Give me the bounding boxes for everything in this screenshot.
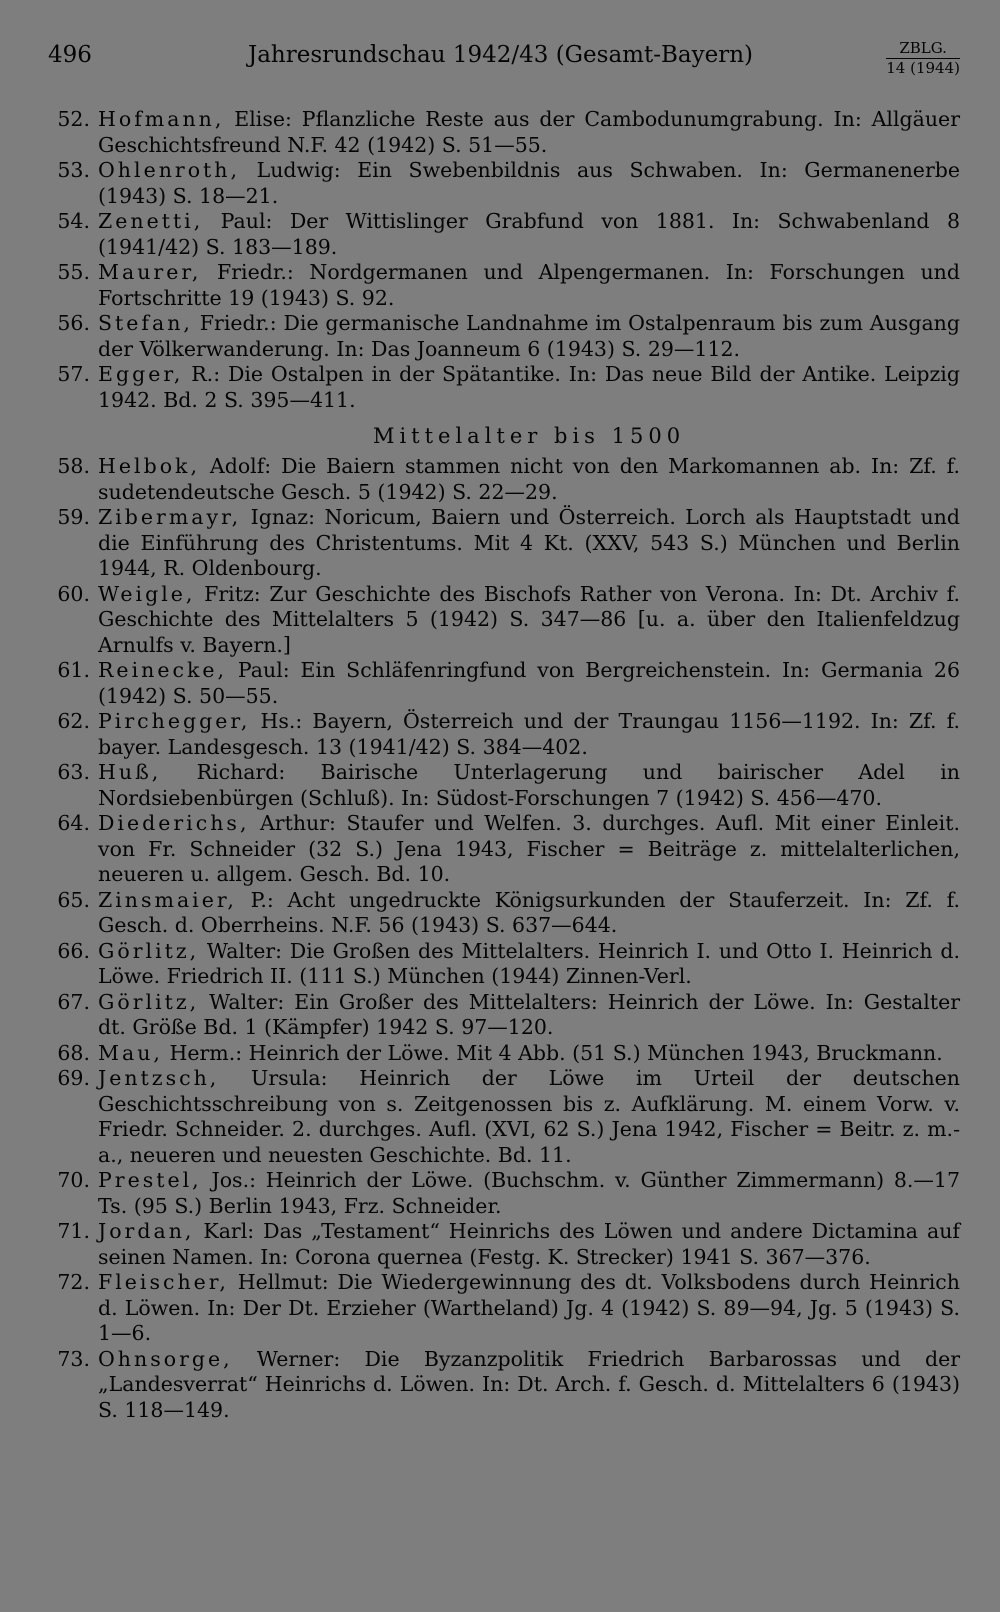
bibliography-entry xyxy=(40,454,960,505)
entry-number: 62. xyxy=(57,709,90,733)
bibliography-group-prehistory xyxy=(40,107,960,413)
bibliography-entry xyxy=(40,158,960,209)
journal-mark xyxy=(886,40,960,77)
entry-number: 61. xyxy=(57,658,90,682)
bibliography-entry xyxy=(40,1347,960,1424)
bibliography-entry xyxy=(40,1168,960,1219)
page-number: 496 xyxy=(48,42,92,68)
entry-text: P.: Acht ungedruckte Königsurkunden der Stauferzeit. In: Zf. f. Gesch. d. Oberrheins. N.F. 56 (1943) S. 637—644. xyxy=(98,887,960,937)
entry-author: Zenetti, xyxy=(98,209,204,233)
entry-author: Prestel, xyxy=(98,1168,202,1192)
entry-text: Ludwig: Ein Swebenbildnis aus Schwaben. In: Germanenerbe (1943) S. 18—21. xyxy=(98,158,960,208)
entry-number: 66. xyxy=(57,938,90,963)
running-title: Jahresrundschau 1942/43 (Gesamt-Bayern) xyxy=(248,42,753,68)
bibliography xyxy=(40,107,960,1423)
entry-text: Elise: Pflanzliche Reste aus der Cambodunumgrabung. In: Allgäuer Geschichtsfreund N.F. 42 (1942) S. 51—55. xyxy=(98,107,960,157)
entry-number: 70. xyxy=(57,1168,90,1192)
entry-number: 53. xyxy=(57,158,90,182)
bibliography-group-middle-ages xyxy=(40,454,960,1423)
bibliography-entry xyxy=(40,1066,960,1168)
entry-number: 69. xyxy=(57,1066,90,1090)
entry-number: 54. xyxy=(57,209,90,233)
page-header xyxy=(48,40,960,80)
entry-author: Görlitz, xyxy=(98,989,200,1014)
journal-mark-abbrev: ZBLG. xyxy=(886,40,960,59)
bibliography-entry xyxy=(40,811,960,888)
entry-number: 65. xyxy=(57,887,90,912)
entry-text: Hellmut: Die Wiedergewinnung des dt. Volksbodens durch Heinrich d. Löwen. In: Der Dt. Erzieher (Wartheland) Jg. 4 (1942) S. 89—94, Jg. 5 (1943) S. 1—6. xyxy=(98,1270,960,1345)
entry-text: Paul: Der Wittislinger Grabfund von 1881. In: Schwabenland 8 (1941/42) S. 183—189. xyxy=(98,209,960,259)
bibliography-entry xyxy=(40,888,960,939)
journal-mark-volume: 14 (1944) xyxy=(886,59,960,77)
bibliography-entry xyxy=(40,505,960,582)
entry-author: Görlitz, xyxy=(98,938,200,963)
entry-author: Jordan, xyxy=(98,1219,195,1243)
bibliography-entry xyxy=(40,939,960,990)
entry-author: Ohnsorge, xyxy=(98,1346,233,1371)
section-heading: Mittelalter bis 1500 xyxy=(372,424,686,448)
entry-author: Zibermayr, xyxy=(98,505,242,529)
entry-author: Mau, xyxy=(98,1040,163,1065)
entry-number: 72. xyxy=(57,1270,90,1294)
entry-number: 68. xyxy=(57,1040,90,1065)
bibliography-entry xyxy=(40,311,960,362)
entry-author: Huß, xyxy=(98,760,162,784)
entry-author: Pirchegger, xyxy=(98,709,251,733)
bibliography-entry xyxy=(40,760,960,811)
bibliography-entry xyxy=(40,1270,960,1347)
entry-author: Reinecke, xyxy=(98,658,228,682)
entry-author: Ohlenroth, xyxy=(98,158,240,182)
entry-number: 64. xyxy=(57,811,90,835)
entry-number: 58. xyxy=(57,454,90,478)
entry-number: 55. xyxy=(57,260,90,284)
entry-text: R.: Die Ostalpen in der Spätantike. In: Das neue Bild der Antike. Leipzig 1942. Bd. 2 S. 395—411. xyxy=(98,362,960,412)
entry-author: Diederichs, xyxy=(98,811,250,835)
bibliography-entry xyxy=(40,658,960,709)
entry-author: Weigle, xyxy=(98,581,196,606)
entry-number: 52. xyxy=(57,107,90,131)
entry-author: Jentzsch, xyxy=(98,1066,220,1090)
entry-text: Richard: Bairische Unterlagerung und bairischer Adel in Nordsiebenbürgen (Schluß). In: Südost-Forschungen 7 (1942) S. 456—470. xyxy=(98,760,960,810)
entry-text: Arthur: Staufer und Welfen. 3. durchges. Aufl. Mit einer Einleit. von Fr. Schneider (32 S.) Jena 1943, Fischer = Beiträge z. mittelalterlichen, neueren u. allgem. Gesch. Bd. 10. xyxy=(98,811,960,886)
entry-author: Helbok, xyxy=(98,454,200,478)
bibliography-entry xyxy=(40,362,960,413)
entry-text: Ursula: Heinrich der Löwe im Urteil der deutschen Geschichtsschreibung von s. Zeitgenossen bis z. Aufklärung. M. einem Vorw. v. Friedr. Schneider. 2. durchges. Aufl. (XVI, 62 S.) Jena 1942, Fischer = Beitr. z. m.-a., neueren und neuesten Geschichte. Bd. 11. xyxy=(98,1066,960,1167)
entry-text: Friedr.: Die germanische Landnahme im Ostalpenraum bis zum Ausgang der Völkerwanderung. In: Das Joanneum 6 (1943) S. 29—112. xyxy=(98,311,960,361)
entry-number: 56. xyxy=(57,311,90,335)
entry-text: Jos.: Heinrich der Löwe. (Buchschm. v. Günther Zimmermann) 8.—17 Ts. (95 S.) Berlin 1943, Frz. Schneider. xyxy=(98,1168,960,1218)
entry-author: Fleischer, xyxy=(98,1270,229,1294)
entry-text: Adolf: Die Baiern stammen nicht von den Markomannen ab. In: Zf. f. sudetendeutsche Gesch. 5 (1942) S. 22—29. xyxy=(98,454,960,504)
bibliography-entry xyxy=(40,990,960,1041)
entry-number: 73. xyxy=(57,1346,90,1371)
entry-text: Paul: Ein Schläfenringfund von Bergreichenstein. In: Germania 26 (1942) S. 50—55. xyxy=(98,658,960,708)
entry-number: 59. xyxy=(57,505,90,529)
entry-text: Karl: Das „Testament“ Heinrichs des Löwen und andere Dictamina auf seinen Namen. In: Corona quernea (Festg. K. Strecker) 1941 S. 367—376. xyxy=(98,1219,960,1269)
entry-number: 57. xyxy=(57,362,90,386)
entry-number: 63. xyxy=(57,760,90,784)
entry-text: Herm.: Heinrich der Löwe. Mit 4 Abb. (51 S.) München 1943, Bruckmann. xyxy=(162,1040,943,1065)
entry-text: Werner: Die Byzanzpolitik Friedrich Barbarossas und der „Landesverrat“ Heinrichs d. Löwen. In: Dt. Arch. f. Gesch. d. Mittelalters 6 (1943) S. 118—149. xyxy=(98,1346,960,1422)
entry-text: Ignaz: Noricum, Baiern und Österreich. Lorch als Hauptstadt und die Einführung des Christentums. Mit 4 Kt. (XXV, 543 S.) München und Berlin 1944, R. Oldenbourg. xyxy=(98,505,960,580)
entry-text: Fritz: Zur Geschichte des Bischofs Rather von Verona. In: Dt. Archiv f. Geschichte des Mittelalters 5 (1942) S. 347—86 [u. a. über den Italienfeldzug Arnulfs v. Bayern.] xyxy=(98,581,960,657)
entry-author: Zinsmaier, xyxy=(98,887,237,912)
entry-number: 67. xyxy=(57,989,90,1014)
bibliography-entry xyxy=(40,107,960,158)
entry-author: Hofmann, xyxy=(98,107,225,131)
entry-text: Friedr.: Nordgermanen und Alpengermanen. In: Forschungen und Fortschritte 19 (1943) S. 92. xyxy=(98,260,960,310)
bibliography-entry xyxy=(40,709,960,760)
bibliography-entry xyxy=(40,1219,960,1270)
bibliography-entry xyxy=(40,260,960,311)
entry-text: Hs.: Bayern, Österreich und der Traungau 1156—1192. In: Zf. f. bayer. Landesgesch. 13 (1941/42) S. 384—402. xyxy=(98,709,960,759)
entry-text: Walter: Die Großen des Mittelalters. Heinrich I. und Otto I. Heinrich d. Löwe. Friedrich II. (111 S.) München (1944) Zinnen-Verl. xyxy=(98,938,960,988)
bibliography-entry xyxy=(40,1041,960,1067)
entry-text: Walter: Ein Großer des Mittelalters: Heinrich der Löwe. In: Gestalter dt. Größe Bd. 1 (Kämpfer) 1942 S. 97—120. xyxy=(98,989,960,1039)
bibliography-entry xyxy=(40,582,960,659)
entry-author: Egger, xyxy=(98,362,184,386)
bibliography-entry xyxy=(40,209,960,260)
entry-number: 60. xyxy=(57,581,90,606)
entry-number: 71. xyxy=(57,1219,90,1243)
entry-author: Stefan, xyxy=(98,311,193,335)
entry-author: Maurer, xyxy=(98,260,202,284)
